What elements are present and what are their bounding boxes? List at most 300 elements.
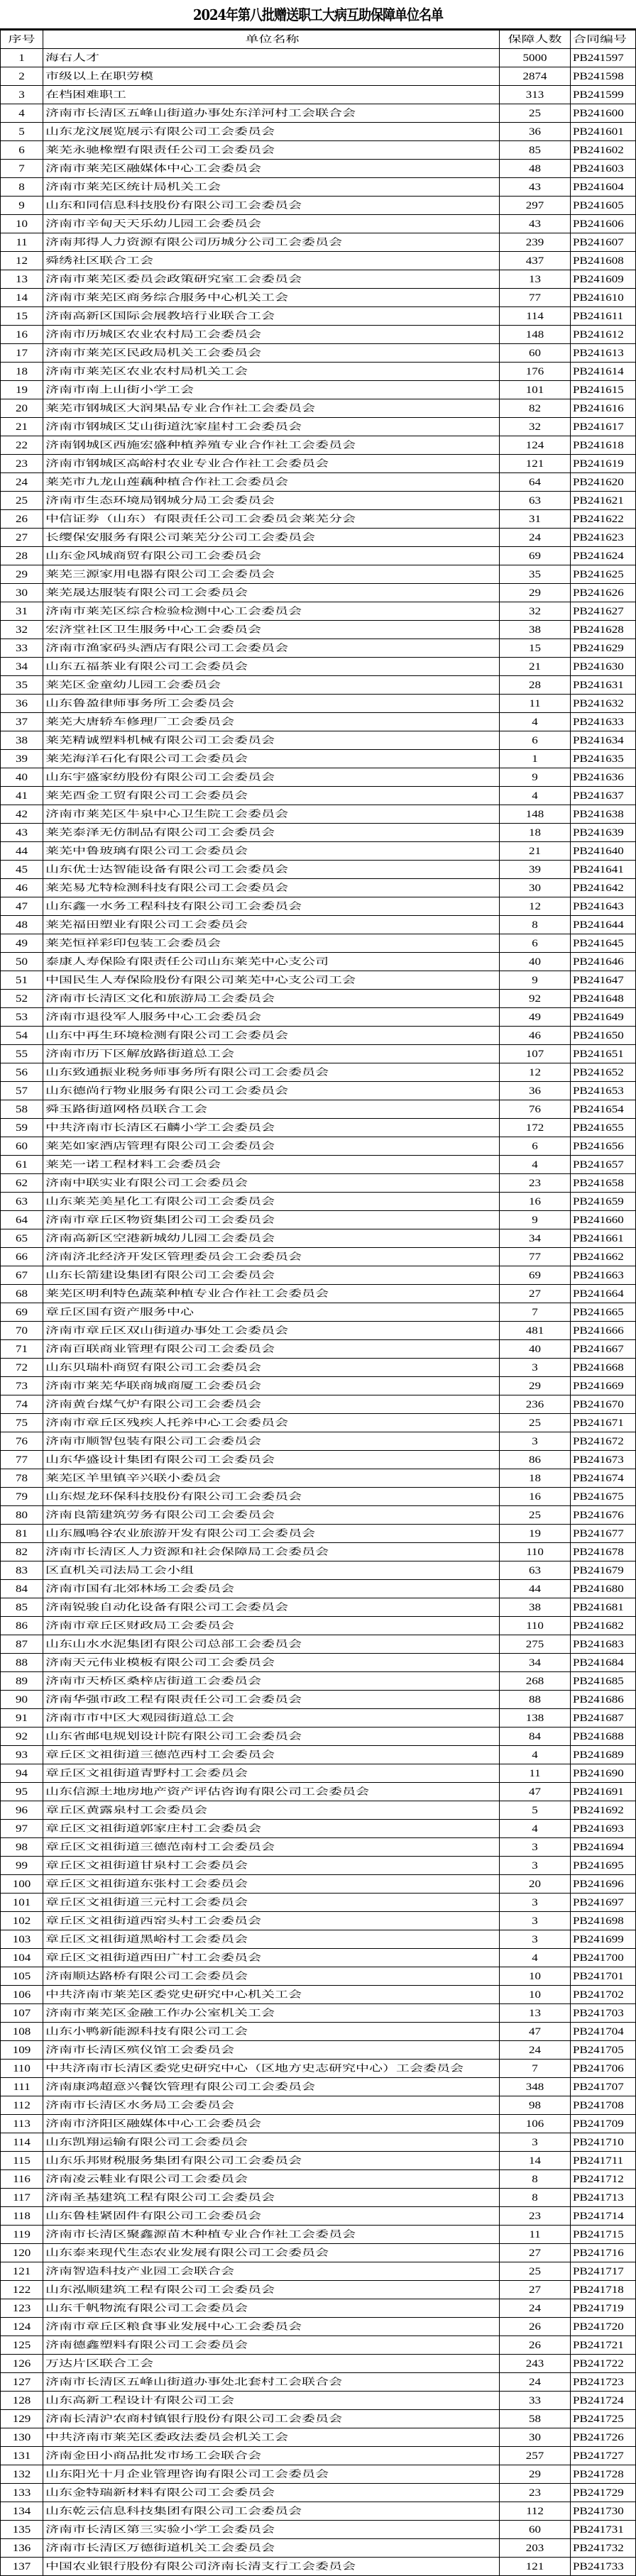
table-row: [1, 2207, 636, 2226]
row-contract-no-text: PB241704: [573, 2025, 624, 2038]
row-unit-name-text: 济南中联实业有限公司工会委员会: [45, 1177, 248, 1188]
row-insured-count-text: 30: [529, 882, 541, 894]
row-unit-name-text: 山东致通振业税务师事务所有限公司工会委员会: [45, 1066, 329, 1078]
row-insured-count-text: 5: [532, 1804, 538, 1816]
row-seq-text: 92: [16, 1730, 28, 1742]
row-seq-text: 58: [16, 1103, 28, 1115]
row-insured-count-text: 21: [529, 845, 541, 857]
row-insured-count: [500, 990, 571, 1008]
row-contract-no: [571, 49, 636, 67]
row-unit-name: [43, 1598, 500, 1617]
row-insured-count: [500, 289, 571, 307]
row-insured-count: [500, 842, 571, 861]
row-insured-count-text: 107: [525, 1048, 544, 1060]
row-contract-no: [571, 215, 636, 233]
row-contract-no: [571, 861, 636, 879]
row-contract-no: [571, 104, 636, 123]
row-seq: [1, 510, 43, 529]
row-insured-count: [500, 2428, 571, 2447]
row-contract-no-text: PB241709: [573, 2118, 624, 2130]
row-seq-text: 69: [16, 1306, 28, 1318]
row-insured-count: [500, 2023, 571, 2041]
row-insured-count-text: 275: [525, 1638, 544, 1650]
row-unit-name-text: 济南市章丘区财政局工会委员会: [45, 1620, 235, 1631]
row-contract-no: [571, 2244, 636, 2262]
row-insured-count-text: 4: [532, 1952, 538, 1964]
table-row: [1, 861, 636, 879]
row-seq-text: 41: [16, 790, 28, 802]
row-insured-count: [500, 1672, 571, 1691]
row-contract-no: [571, 2539, 636, 2558]
row-contract-no-text: PB241711: [573, 2155, 624, 2167]
row-insured-count-text: 297: [525, 199, 544, 211]
row-unit-name-text: 济南锐骏自动化设备有限公司工会委员会: [45, 1601, 289, 1613]
table-row: [1, 1672, 636, 1691]
row-insured-count-text: 8: [532, 2173, 538, 2185]
table-row: [1, 455, 636, 473]
row-insured-count-text: 348: [525, 2081, 544, 2093]
row-unit-name-text: 济南百联商业管理有限公司工会委员会: [45, 1343, 275, 1354]
row-contract-no-text: PB241634: [573, 734, 624, 746]
row-seq-text: 105: [12, 1970, 31, 1982]
row-insured-count-text: 18: [529, 827, 541, 839]
row-insured-count: [500, 1543, 571, 1561]
row-seq: [1, 344, 43, 363]
row-seq: [1, 971, 43, 990]
row-insured-count-text: 8: [532, 2191, 538, 2204]
row-unit-name: [43, 1691, 500, 1709]
row-contract-no-text: PB241684: [573, 1657, 624, 1669]
header-label: 合同编号: [573, 33, 627, 45]
row-contract-no: [571, 1469, 636, 1488]
row-seq-text: 37: [16, 716, 28, 728]
row-insured-count: [500, 2244, 571, 2262]
row-insured-count: [500, 584, 571, 602]
row-insured-count: [500, 676, 571, 695]
row-seq-text: 135: [12, 2524, 31, 2536]
row-contract-no: [571, 934, 636, 953]
row-seq-text: 16: [16, 328, 28, 341]
row-unit-name-text: 泰康人寿保险有限责任公司山东莱芜中心支公司: [45, 956, 329, 967]
row-seq-text: 66: [16, 1251, 28, 1263]
row-seq: [1, 2355, 43, 2373]
row-insured-count-text: 3: [532, 1896, 538, 1908]
row-seq: [1, 1746, 43, 1764]
row-seq: [1, 2041, 43, 2060]
row-contract-no: [571, 1930, 636, 1949]
row-seq: [1, 1082, 43, 1100]
row-contract-no: [571, 713, 636, 731]
row-contract-no: [571, 197, 636, 215]
row-unit-name-text: 山东乾云信息科技集团有限公司工会委员会: [45, 2505, 302, 2516]
row-seq: [1, 934, 43, 953]
table-row: [1, 1045, 636, 1063]
row-unit-name-text: 济南市长清区第三实验小学工会委员会: [45, 2524, 275, 2535]
row-insured-count: [500, 1359, 571, 1377]
row-insured-count-text: 44: [529, 1583, 541, 1595]
row-insured-count-text: 14: [529, 2155, 541, 2167]
row-seq: [1, 1303, 43, 1322]
row-seq-text: 130: [12, 2431, 31, 2443]
row-insured-count-text: 38: [529, 1601, 541, 1613]
row-unit-name-text: 章丘区文祖街道三元村工会委员会: [45, 1896, 248, 1908]
row-unit-name: [43, 1986, 500, 2004]
row-unit-name-text: 济南高新区空港新城幼儿园工会委员会: [45, 1232, 275, 1244]
table-row: [1, 2318, 636, 2336]
row-unit-name-text: 山东乐邦财税服务集团有限公司工会委员会: [45, 2155, 302, 2166]
row-insured-count: [500, 1322, 571, 1340]
row-insured-count-text: 40: [529, 1343, 541, 1355]
row-seq-text: 96: [16, 1804, 28, 1816]
row-unit-name: [43, 492, 500, 510]
row-insured-count-text: 27: [529, 1288, 541, 1300]
row-insured-count-text: 112: [526, 2505, 544, 2517]
row-contract-no-text: PB241717: [573, 2265, 624, 2277]
row-seq: [1, 621, 43, 639]
row-contract-no-text: PB241679: [573, 1564, 624, 1576]
table-row: [1, 1063, 636, 1082]
row-contract-no: [571, 658, 636, 676]
row-unit-name: [43, 2152, 500, 2170]
row-seq-text: 34: [16, 660, 28, 673]
table-row: [1, 510, 636, 529]
row-unit-name-text: 在档困难职工: [45, 89, 127, 100]
row-seq-text: 114: [13, 2136, 31, 2148]
row-contract-no-text: PB241643: [573, 900, 624, 912]
table-row: [1, 2078, 636, 2096]
row-unit-name: [43, 805, 500, 824]
row-unit-name: [43, 2558, 500, 2576]
row-unit-name-text: 中共济南市莱芜区委政法委员会机关工会: [45, 2431, 289, 2443]
row-seq-text: 89: [16, 1675, 28, 1687]
row-unit-name: [43, 2041, 500, 2060]
row-seq-text: 67: [16, 1269, 28, 1281]
row-insured-count: [500, 1469, 571, 1488]
row-seq-text: 136: [12, 2542, 31, 2554]
row-insured-count: [500, 1045, 571, 1063]
row-contract-no: [571, 1451, 636, 1469]
table-row: [1, 178, 636, 197]
row-seq-text: 28: [16, 550, 28, 562]
row-unit-name: [43, 971, 500, 990]
row-insured-count: [500, 658, 571, 676]
row-seq-text: 126: [12, 2357, 31, 2370]
row-insured-count: [500, 1377, 571, 1395]
row-contract-no: [571, 1580, 636, 1598]
row-unit-name-text: 章丘区文祖街道东张村工会委员会: [45, 1878, 248, 1889]
row-unit-name-text: 济南市南上山街小学工会: [45, 384, 194, 395]
table-row: [1, 215, 636, 233]
row-seq: [1, 1285, 43, 1303]
row-insured-count: [500, 1857, 571, 1875]
row-unit-name-text: 济南市章丘区残疾人托养中心工会委员会: [45, 1417, 289, 1428]
header-label: 序号: [8, 33, 35, 45]
row-seq-text: 128: [12, 2394, 31, 2406]
table-row: [1, 1432, 636, 1451]
row-contract-no: [571, 326, 636, 344]
row-contract-no-text: PB241657: [573, 1159, 624, 1171]
row-seq-text: 52: [16, 993, 28, 1005]
row-contract-no: [571, 1248, 636, 1266]
row-seq: [1, 2428, 43, 2447]
table-row: [1, 2189, 636, 2207]
row-unit-name: [43, 436, 500, 455]
row-insured-count-text: 16: [529, 1195, 541, 1207]
row-unit-name: [43, 1654, 500, 1672]
table-row: [1, 1506, 636, 1525]
table-row: [1, 529, 636, 547]
row-unit-name-text: 山东华盛设计集团有限公司工会委员会: [45, 1454, 275, 1465]
row-insured-count: [500, 381, 571, 399]
row-seq-text: 38: [16, 734, 28, 746]
row-insured-count: [500, 1451, 571, 1469]
row-seq-text: 102: [12, 1915, 31, 1927]
row-seq-text: 98: [16, 1841, 28, 1853]
table-row: [1, 547, 636, 565]
row-seq: [1, 2115, 43, 2133]
row-seq-text: 46: [16, 882, 28, 894]
table-row: [1, 1728, 636, 1746]
row-contract-no: [571, 621, 636, 639]
row-unit-name: [43, 1414, 500, 1432]
row-contract-no-text: PB241694: [573, 1841, 624, 1853]
row-unit-name: [43, 86, 500, 104]
row-insured-count: [500, 565, 571, 584]
row-unit-name-text: 济南市天桥区桑梓店街道工会委员会: [45, 1675, 262, 1686]
row-contract-no: [571, 1838, 636, 1857]
row-unit-name-text: 山东金特瑞新材料有限公司工会委员会: [45, 2487, 275, 2498]
row-insured-count-text: 32: [529, 421, 541, 433]
row-contract-no: [571, 1414, 636, 1432]
row-insured-count: [500, 2299, 571, 2318]
row-contract-no-text: PB241608: [573, 255, 624, 267]
row-insured-count-text: 7: [532, 2062, 538, 2074]
row-contract-no-text: PB241720: [573, 2321, 624, 2333]
row-contract-no: [571, 1764, 636, 1783]
row-contract-no-text: PB241705: [573, 2044, 624, 2056]
row-seq: [1, 676, 43, 695]
row-contract-no: [571, 2521, 636, 2539]
table-row: [1, 2484, 636, 2502]
row-insured-count-text: 43: [529, 218, 541, 230]
row-contract-no: [571, 2133, 636, 2152]
row-unit-name-text: 济南市莱芜区融媒体中心工会委员会: [45, 162, 262, 174]
row-contract-no-text: PB241630: [573, 660, 624, 673]
row-insured-count-text: 24: [529, 2376, 541, 2388]
row-unit-name-text: 济南市济阳区融媒体中心工会委员会: [45, 2118, 262, 2129]
row-seq-text: 1: [18, 52, 25, 64]
row-seq: [1, 1193, 43, 1211]
row-seq: [1, 2060, 43, 2078]
row-seq-text: 111: [13, 2081, 31, 2093]
row-insured-count-text: 64: [529, 476, 541, 488]
row-insured-count: [500, 473, 571, 492]
row-insured-count: [500, 1820, 571, 1838]
row-insured-count: [500, 1027, 571, 1045]
table-row: [1, 2336, 636, 2355]
row-contract-no: [571, 2447, 636, 2465]
row-seq: [1, 695, 43, 713]
row-contract-no: [571, 178, 636, 197]
row-contract-no-text: PB241602: [573, 144, 624, 156]
row-unit-name: [43, 1377, 500, 1395]
row-unit-name-text: 山东小鸭新能源科技有限公司工会: [45, 2025, 248, 2037]
row-contract-no-text: PB241722: [573, 2357, 624, 2370]
row-unit-name-text: 莱芜海洋石化有限公司工会委员会: [45, 753, 248, 764]
row-contract-no: [571, 676, 636, 695]
row-contract-no-text: PB241680: [573, 1583, 624, 1595]
row-contract-no-text: PB241686: [573, 1693, 624, 1706]
table-row: [1, 2115, 636, 2133]
row-insured-count-text: 236: [525, 1398, 544, 1410]
row-insured-count-text: 138: [525, 1712, 544, 1724]
row-insured-count-text: 9: [532, 771, 538, 783]
table-row: [1, 1008, 636, 1027]
row-contract-no-text: PB241665: [573, 1306, 624, 1318]
row-contract-no: [571, 67, 636, 86]
row-unit-name: [43, 2299, 500, 2318]
row-seq: [1, 750, 43, 768]
row-contract-no-text: PB241683: [573, 1638, 624, 1650]
row-contract-no: [571, 1174, 636, 1193]
row-seq-text: 3: [18, 89, 25, 101]
row-contract-no-text: PB241638: [573, 808, 624, 820]
row-insured-count: [500, 1193, 571, 1211]
row-contract-no: [571, 1728, 636, 1746]
row-insured-count: [500, 2465, 571, 2484]
table-row: [1, 2355, 636, 2373]
row-contract-no: [571, 436, 636, 455]
row-contract-no-text: PB241668: [573, 1361, 624, 1373]
row-contract-no-text: PB241615: [573, 384, 624, 396]
table-row: [1, 2428, 636, 2447]
row-unit-name-text: 山东鳳鳴谷农业旅游开发有限公司工会委员会: [45, 1527, 316, 1539]
row-contract-no: [571, 1303, 636, 1322]
row-insured-count: [500, 492, 571, 510]
table-row: [1, 1580, 636, 1598]
row-seq-text: 5: [18, 126, 25, 138]
row-unit-name: [43, 2096, 500, 2115]
row-seq-text: 122: [12, 2284, 31, 2296]
row-seq: [1, 289, 43, 307]
row-insured-count-text: 121: [525, 458, 544, 470]
row-seq: [1, 215, 43, 233]
row-seq-text: 18: [16, 365, 28, 377]
row-unit-name: [43, 418, 500, 436]
row-contract-no: [571, 768, 636, 787]
row-seq-text: 19: [16, 384, 28, 396]
row-insured-count: [500, 529, 571, 547]
table-row: [1, 326, 636, 344]
table-row: [1, 1746, 636, 1764]
row-insured-count: [500, 1875, 571, 1894]
table-row: [1, 1617, 636, 1635]
row-contract-no: [571, 2060, 636, 2078]
row-contract-no-text: PB241701: [573, 1970, 624, 1982]
table-row: [1, 1248, 636, 1266]
row-seq: [1, 1322, 43, 1340]
row-insured-count-text: 18: [529, 1472, 541, 1484]
row-seq-text: 25: [16, 494, 28, 507]
row-seq-text: 21: [16, 421, 28, 433]
row-seq-text: 33: [16, 642, 28, 654]
row-insured-count-text: 39: [529, 863, 541, 875]
row-contract-no-text: PB241650: [573, 1029, 624, 1041]
row-contract-no-text: PB241681: [573, 1601, 624, 1613]
row-seq-text: 2: [18, 70, 25, 82]
row-insured-count-text: 49: [529, 1011, 541, 1023]
header-label: 保障人数: [508, 33, 562, 45]
row-seq: [1, 1100, 43, 1119]
row-seq-text: 109: [12, 2044, 31, 2056]
row-seq-text: 13: [16, 273, 28, 285]
table-row: [1, 897, 636, 916]
row-insured-count: [500, 2170, 571, 2189]
row-seq: [1, 584, 43, 602]
row-unit-name: [43, 2004, 500, 2023]
row-contract-no-text: PB241678: [573, 1546, 624, 1558]
table-row: [1, 1119, 636, 1137]
row-seq: [1, 1857, 43, 1875]
row-unit-name: [43, 2281, 500, 2299]
row-contract-no-text: PB241652: [573, 1066, 624, 1078]
row-insured-count-text: 148: [525, 328, 544, 341]
row-insured-count: [500, 639, 571, 658]
row-unit-name-text: 济南市长清区人力资源和社会保障局工会委员会: [45, 1546, 329, 1557]
table-row: [1, 2133, 636, 2152]
row-seq-text: 118: [13, 2210, 31, 2222]
row-unit-name-text: 济南市莱芜区金融工作办公室机关工会: [45, 2007, 275, 2018]
row-unit-name: [43, 1027, 500, 1045]
row-unit-name-text: 海右人才: [45, 52, 100, 63]
row-insured-count: [500, 1691, 571, 1709]
row-unit-name-text: 济南市历城区农业农村局工会委员会: [45, 328, 262, 340]
row-insured-count-text: 19: [529, 1527, 541, 1539]
row-unit-name: [43, 750, 500, 768]
row-seq-text: 54: [16, 1029, 28, 1041]
row-seq: [1, 2189, 43, 2207]
row-unit-name: [43, 1728, 500, 1746]
row-insured-count: [500, 2281, 571, 2299]
row-contract-no: [571, 123, 636, 141]
row-insured-count: [500, 2207, 571, 2226]
row-insured-count-text: 48: [529, 162, 541, 175]
row-insured-count-text: 3: [532, 1859, 538, 1872]
row-contract-no: [571, 990, 636, 1008]
row-insured-count-text: 40: [529, 956, 541, 968]
row-seq-text: 103: [12, 1933, 31, 1945]
row-seq: [1, 2244, 43, 2262]
row-unit-name-text: 莱芜一诺工程材料工会委员会: [45, 1159, 221, 1170]
row-contract-no: [571, 1322, 636, 1340]
row-contract-no: [571, 1894, 636, 1912]
row-seq: [1, 86, 43, 104]
row-unit-name: [43, 879, 500, 897]
row-insured-count-text: 60: [529, 347, 541, 359]
row-unit-name-text: 莱芜精诚塑料机械有限公司工会委员会: [45, 734, 275, 746]
row-unit-name-text: 山东阳光十月企业管理咨询有限公司工会委员会: [45, 2468, 329, 2480]
table-row: [1, 934, 636, 953]
row-seq: [1, 1543, 43, 1561]
table-row: [1, 1193, 636, 1211]
row-seq-text: 74: [16, 1398, 28, 1410]
row-seq-text: 9: [18, 199, 25, 211]
row-seq: [1, 455, 43, 473]
row-seq-text: 62: [16, 1177, 28, 1189]
row-contract-no: [571, 252, 636, 270]
table-row: [1, 1469, 636, 1488]
row-insured-count-text: 106: [525, 2118, 544, 2130]
